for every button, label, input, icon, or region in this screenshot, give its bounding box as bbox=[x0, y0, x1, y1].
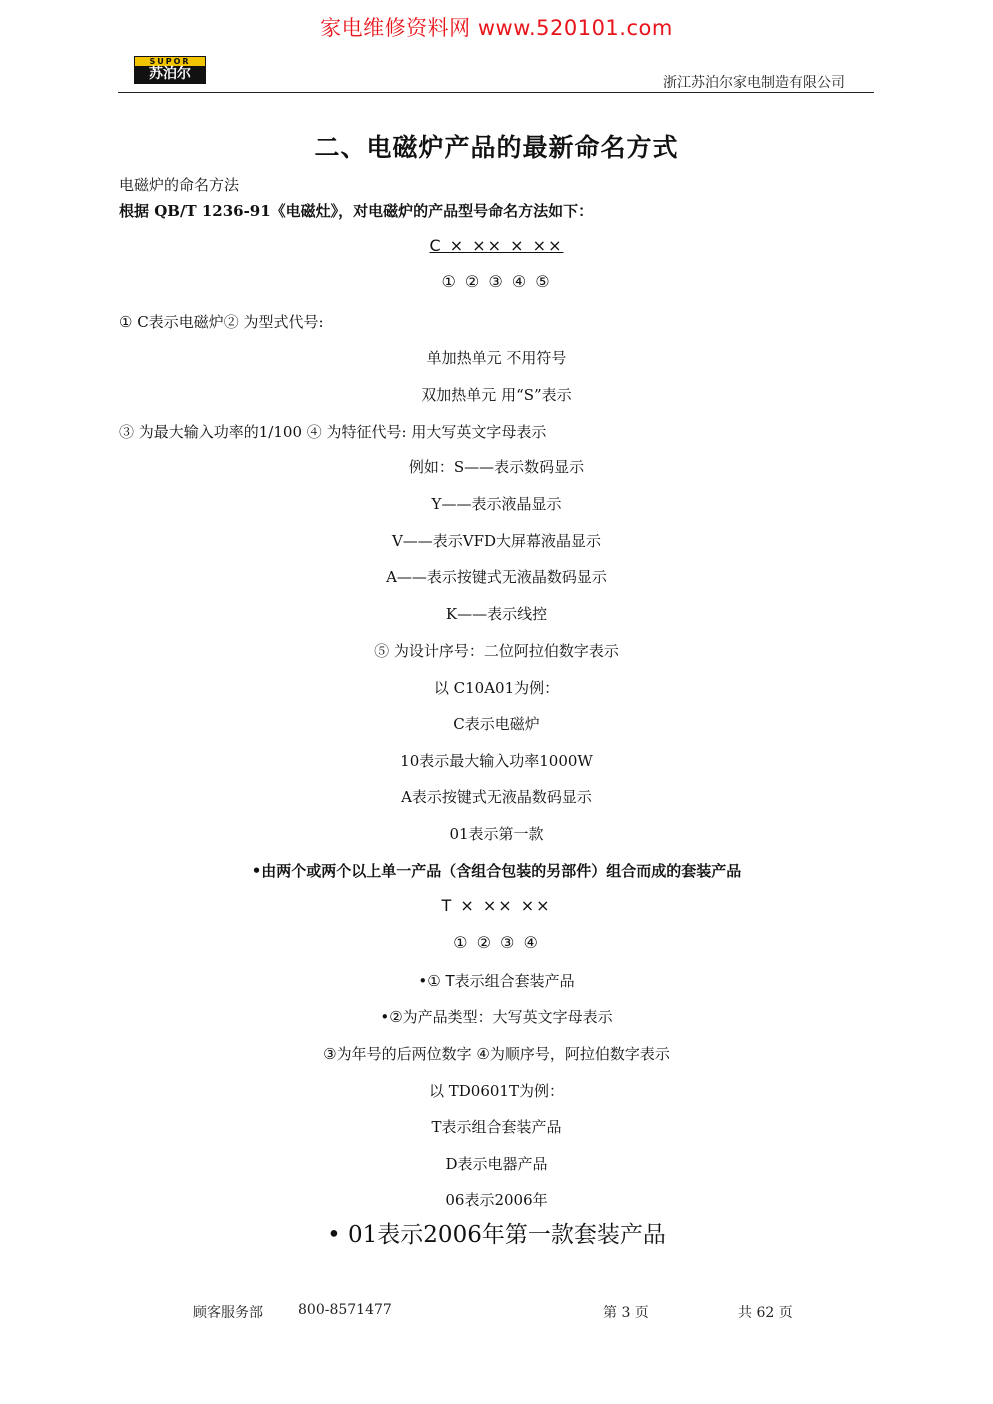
set-formula-pattern: T × ×× ×× bbox=[441, 896, 552, 915]
set-example-line-2: D表示电器产品 bbox=[445, 1155, 548, 1173]
example-a: A——表示按键式无液晶数码显示 bbox=[386, 568, 607, 586]
footer-phone: 800-8571477 bbox=[298, 1302, 392, 1318]
example-line-2: 10表示最大输入功率1000W bbox=[400, 752, 593, 770]
example-line-1: C表示电磁炉 bbox=[453, 715, 540, 733]
set-example-line-4: • 01表示2006年第一款套装产品 bbox=[327, 1222, 666, 1248]
example-line-4: 01表示第一款 bbox=[449, 825, 544, 843]
logo-brand: SUPOR bbox=[135, 57, 205, 66]
section-label: 电磁炉的命名方法 bbox=[119, 176, 240, 194]
page-title: 二、电磁炉产品的最新命名方式 bbox=[314, 133, 679, 162]
set-example-line-1: T表示组合套装产品 bbox=[431, 1118, 562, 1136]
set-example-intro: 以 TD0601T为例： bbox=[429, 1082, 564, 1100]
logo-chinese: 苏泊尔 bbox=[149, 66, 191, 82]
set-formula-numbers: ① ② ③ ④ bbox=[453, 933, 540, 952]
formula-pattern: C × ×× × ×× bbox=[429, 236, 564, 255]
example-y: Y——表示液晶显示 bbox=[431, 495, 562, 513]
header-rule bbox=[118, 92, 874, 93]
footer-total: 共 62 页 bbox=[738, 1305, 793, 1321]
set-item-2: •②为产品类型：大写英文字母表示 bbox=[380, 1008, 613, 1026]
example-k: K——表示线控 bbox=[445, 605, 548, 623]
intro-text: 根据 QB/T 1236-91《电磁灶》，对电磁炉的产品型号命名方法如下： bbox=[119, 202, 594, 220]
supor-logo bbox=[134, 56, 206, 84]
set-item-3-4: ③为年号的后两位数字 ④为顺序号，阿拉伯数字表示 bbox=[323, 1045, 670, 1063]
set-example-line-3: 06表示2006年 bbox=[445, 1191, 548, 1209]
example-s: 例如：S——表示数码显示 bbox=[408, 458, 585, 476]
item-1-2: ① C表示电磁炉② 为型式代号: bbox=[119, 313, 324, 331]
single-heating: 单加热单元 不用符号 bbox=[426, 349, 567, 367]
company-name: 浙江苏泊尔家电制造有限公司 bbox=[663, 75, 845, 91]
design-number: ⑤ 为设计序号：二位阿拉伯数字表示 bbox=[374, 642, 619, 660]
footer-page: 第 3 页 bbox=[603, 1305, 649, 1321]
example-intro: 以 C10A01为例： bbox=[433, 679, 560, 697]
footer-department: 顾客服务部 bbox=[193, 1305, 263, 1321]
example-v: V——表示VFD大屏幕液晶显示 bbox=[391, 532, 602, 550]
formula-numbers: ① ② ③ ④ ⑤ bbox=[441, 272, 552, 291]
set-item-1: •① T表示组合套装产品 bbox=[418, 972, 575, 990]
watermark: 家电维修资料网 www.520101.com bbox=[320, 16, 673, 40]
example-line-3: A表示按键式无液晶数码显示 bbox=[401, 788, 592, 806]
item-3-4: ③ 为最大输入功率的1/100 ④ 为特征代号: 用大写英文字母表示 bbox=[119, 423, 547, 441]
set-product-heading: •由两个或两个以上单一产品（含组合包装的另部件）组合而成的套装产品 bbox=[251, 862, 742, 880]
double-heating: 双加热单元 用“S”表示 bbox=[421, 386, 572, 404]
